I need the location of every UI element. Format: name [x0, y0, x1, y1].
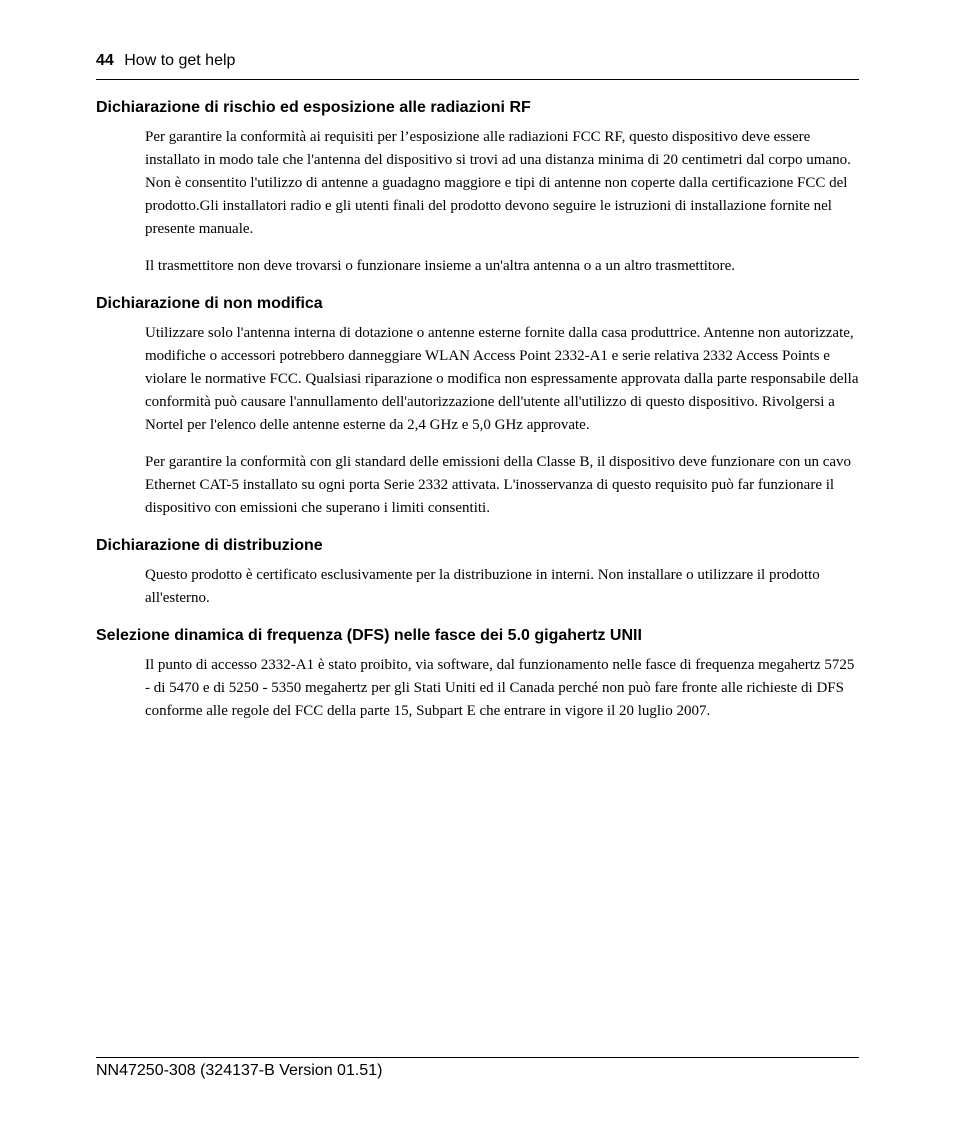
header-title: How to get help	[124, 52, 236, 69]
page-content	[96, 96, 859, 737]
section-heading: Selezione dinamica di frequenza (DFS) nelle fasce dei 5.0 gigahertz UNII	[96, 627, 642, 644]
footer-rule	[96, 1057, 859, 1058]
section-no-modification	[96, 292, 859, 520]
section-heading: Dichiarazione di rischio ed esposizione alle radiazioni RF	[96, 99, 531, 116]
body-paragraph: Il trasmettitore non deve trovarsi o funzionare insieme a un'altra antenna o a un altro trasmettitore.	[145, 258, 735, 274]
body-paragraph: Per garantire la conformità ai requisiti per l’esposizione alle radiazioni FCC RF, questo dispositivo deve essere installato in modo tale che l'antenna del dispositivo si trovi ad una distanza minima di 20 centimetri dal corpo umano. Non è consentito l'utilizzo di antenne a guadagno maggiore e tipi di antenne non coperte dalla certificazione FCC del prodotto.Gli installatori radio e gli utenti finali del prodotto devono seguire le istruzioni di installazione fornite nel presente manuale.	[145, 129, 851, 237]
section-dfs	[96, 624, 859, 723]
body-paragraph: Questo prodotto è certificato esclusivamente per la distribuzione in interni. Non installare o utilizzare il prodotto all'esterno.	[145, 567, 820, 606]
section-rf-exposure	[96, 96, 859, 278]
page-header	[96, 51, 859, 71]
body-paragraph: Per garantire la conformità con gli standard delle emissioni della Classe B, il dispositivo deve funzionare con un cavo Ethernet CAT-5 installato su ogni porta Serie 2332 attivata. L'inosservanza di questo requisito può far funzionare il dispositivo con emissioni che superano i limiti consentiti.	[145, 454, 852, 516]
page-number: 44	[96, 52, 114, 69]
section-distribution	[96, 534, 859, 610]
page-footer: NN47250-308 (324137-B Version 01.51)	[96, 1062, 383, 1079]
section-heading: Dichiarazione di distribuzione	[96, 537, 323, 554]
header-rule	[96, 79, 859, 80]
body-paragraph: Utilizzare solo l'antenna interna di dotazione o antenne esterne fornite dalla casa produttrice. Antenne non autorizzate, modifiche o accessori potrebbero danneggiare WLAN Access Point 2332-A1 e serie relativa 2332 Access Points e violare le normative FCC. Qualsiasi riparazione o modifica non espressamente approvata dalla parte responsabile della conformità può causare l'annullamento dell'autorizzazione dell'utente all'utilizzo di questo dispositivo. Rivolgersi a Nortel per l'elenco delle antenne esterne da 2,4 GHz e 5,0 GHz approvate.	[145, 325, 859, 433]
body-paragraph: Il punto di accesso 2332-A1 è stato proibito, via software, dal funzionamento nelle fasce di frequenza megahertz 5725 - di 5470 e di 5250 - 5350 megahertz per gli Stati Uniti ed il Canada perché non può fare fronte alle richieste di DFS conforme alle regole del FCC della parte 15, Subpart E che entrare in vigore il 20 luglio 2007.	[145, 657, 855, 719]
section-heading: Dichiarazione di non modifica	[96, 295, 323, 312]
